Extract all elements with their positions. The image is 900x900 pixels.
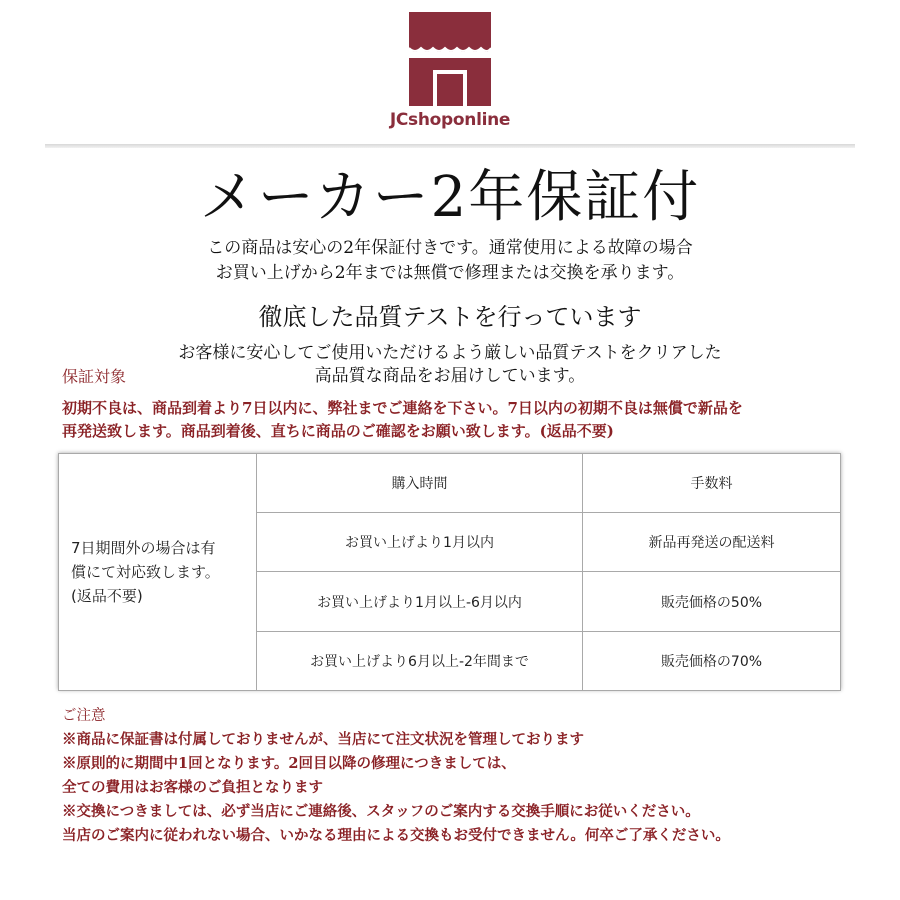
header-divider	[45, 144, 855, 148]
note-line: 当店のご案内に従われない場合、いかなる理由による交換もお受付できません。何卒ご了承ください。	[62, 827, 730, 844]
out-of-period-note	[59, 454, 257, 691]
defect-line: 初期不良は、商品到着より7日以内に、弊社までご連絡を下さい。7日以内の初期不良は無償で新品を	[62, 399, 743, 417]
shop-logo	[380, 10, 520, 138]
header-fee: 手数料	[583, 454, 841, 513]
note-line: 償にて対応致します。	[71, 563, 220, 581]
notes-heading: ご注意	[62, 708, 106, 724]
period-cell: お買い上げより6月以上-2年間まで	[257, 632, 583, 691]
defect-line: 再発送致します。商品到着後、直ちに商品のご確認をお願い致します。(返品不要)	[62, 422, 614, 440]
note-line: ※交換につきましては、必ず当店にご連絡後、スタッフのご案内する交換手順にお従いください。	[62, 803, 700, 820]
storefront-icon	[405, 12, 495, 112]
note-line: (返品不要)	[71, 587, 143, 605]
fee-table	[58, 453, 841, 690]
header-purchase-time: 購入時間	[257, 454, 583, 513]
fee-cell: 販売価格の70%	[583, 632, 841, 691]
quality-line: 高品質な商品をお届けしています。	[314, 366, 586, 386]
quality-heading: 徹底した品質テストを行っています	[258, 303, 642, 331]
note-line: ※原則的に期間中1回となります。2回目以降の修理につきましては、	[62, 755, 516, 772]
intro-line: お買い上げから2年までは無償で修理または交換を承ります。	[215, 263, 685, 283]
period-cell: お買い上げより1月以上-6月以内	[257, 572, 583, 632]
quality-line: お客様に安心してご使用いただけるよう厳しい品質テストをクリアした	[178, 343, 722, 363]
defect-policy	[62, 397, 862, 443]
caution-notes	[62, 704, 882, 848]
note-line: ※商品に保証書は付属しておりませんが、当店にて注文状況を管理しております	[62, 731, 584, 748]
fee-cell: 販売価格の50%	[583, 572, 841, 632]
brand-name: JCshoponline	[389, 110, 511, 130]
intro-text	[0, 236, 900, 286]
page-title: メーカー2年保証付	[199, 165, 701, 230]
note-line: 全ての費用はお客様のご負担となります	[62, 779, 323, 796]
note-line: 7日期間外の場合は有	[71, 539, 216, 557]
period-cell: お買い上げより1月以内	[257, 513, 583, 572]
quality-text	[0, 342, 900, 388]
warranty-label: 保証対象	[62, 367, 127, 386]
intro-line: この商品は安心の2年保証付きです。通常使用による故障の場合	[207, 238, 693, 258]
fee-cell: 新品再発送の配送料	[583, 513, 841, 572]
